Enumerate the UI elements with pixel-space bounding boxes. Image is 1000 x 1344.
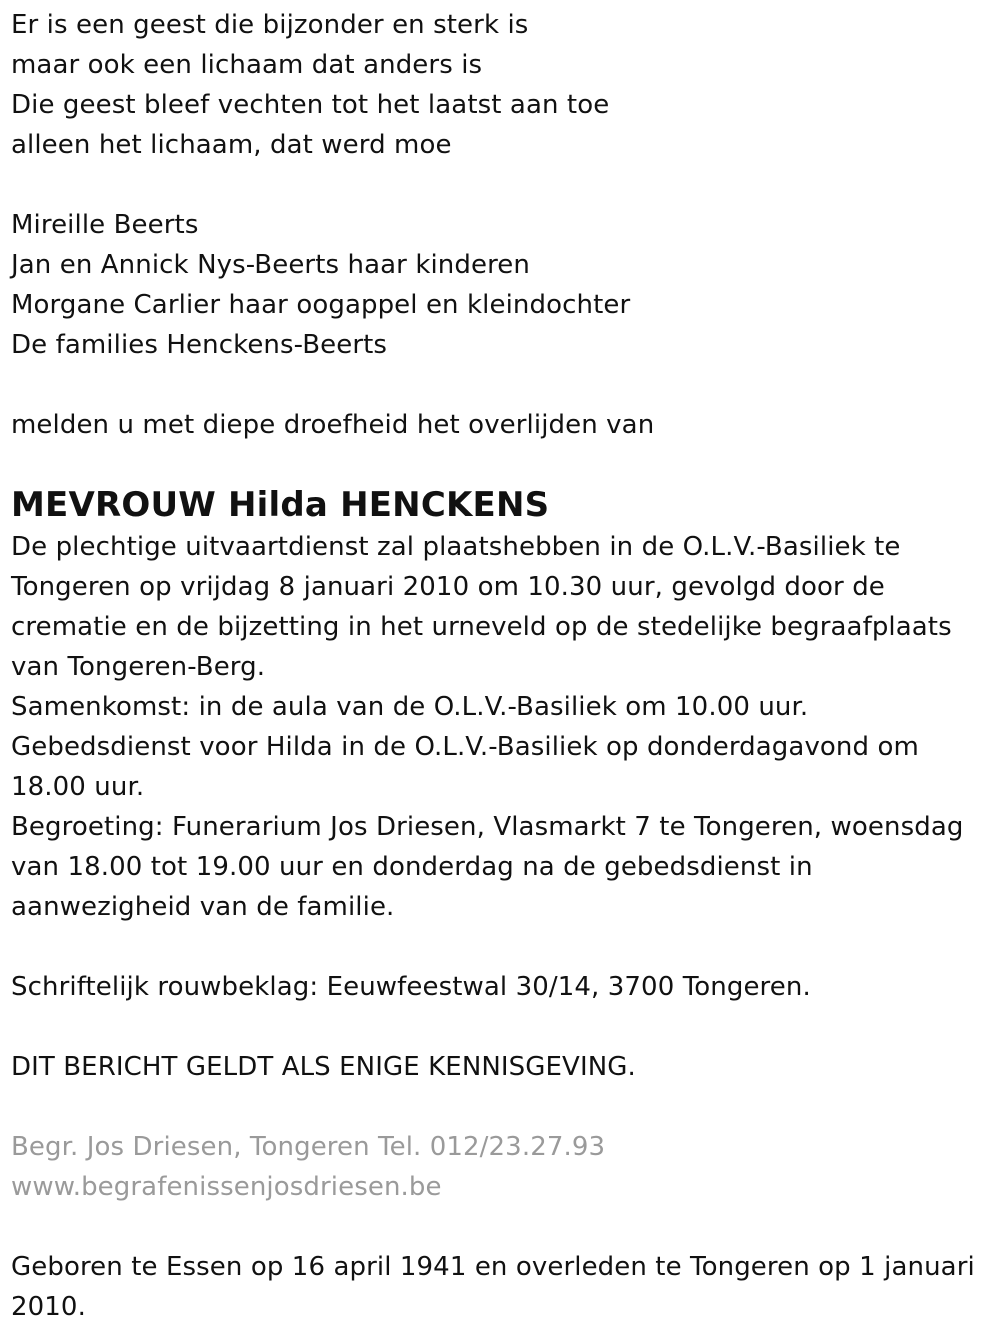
spacer [11,1087,991,1127]
undertaker-block [11,1127,991,1207]
poem-block [11,5,991,165]
spacer [11,365,991,405]
details-line: Samenkomst: in de aula van de O.L.V.-Basiliek om 10.00 uur. [11,692,809,722]
poem-line: alleen het lichaam, dat werd moe [11,130,452,160]
obituary-document [11,5,991,1327]
birth-death-line: Geboren te Essen op 16 april 1941 en overleden te Tongeren op 1 januari [11,1252,975,1282]
details-line: 18.00 uur. [11,772,145,802]
birth-death-line: 2010. [11,1292,86,1322]
family-member: De families Henckens-Beerts [11,330,388,360]
family-member: Jan en Annick Nys-Beerts haar kinderen [11,250,530,280]
poem-line: Die geest bleef vechten tot het laatst aan toe [11,90,610,120]
family-member: Morgane Carlier haar oogappel en kleindochter [11,290,631,320]
spacer [11,1207,991,1247]
details-line: van 18.00 tot 19.00 uur en donderdag na de gebedsdienst in [11,852,813,882]
undertaker-contact: Begr. Jos Driesen, Tongeren Tel. 012/23.27.93 [11,1132,606,1162]
details-line: aanwezigheid van de familie. [11,892,395,922]
details-line: crematie en de bijzetting in het urneveld op de stedelijke begraafplaats [11,612,952,642]
details-line: De plechtige uitvaartdienst zal plaatshebben in de O.L.V.-Basiliek te [11,532,901,562]
undertaker-website: www.begrafenissenjosdriesen.be [11,1172,442,1202]
family-member: Mireille Beerts [11,210,199,240]
details-line: Begroeting: Funerarium Jos Driesen, Vlasmarkt 7 te Tongeren, woensdag [11,812,964,842]
poem-line: Er is een geest die bijzonder en sterk is [11,10,529,40]
details-line: Tongeren op vrijdag 8 januari 2010 om 10.30 uur, gevolgd door de [11,572,885,602]
birth-death-block [11,1247,991,1327]
notice-text: DIT BERICHT GELDT ALS ENIGE KENNISGEVING. [11,1052,636,1082]
condolence-address: Schriftelijk rouwbeklag: Eeuwfeestwal 30/14, 3700 Tongeren. [11,972,811,1002]
ceremony-details [11,527,991,927]
announcement-text: melden u met diepe droefheid het overlijden van [11,410,655,440]
family-block [11,205,991,365]
details-line: Gebedsdienst voor Hilda in de O.L.V.-Basiliek op donderdagavond om [11,732,919,762]
spacer [11,1007,991,1047]
spacer [11,165,991,205]
deceased-name: MEVROUW Hilda HENCKENS [11,485,550,525]
poem-line: maar ook een lichaam dat anders is [11,50,483,80]
spacer [11,927,991,967]
details-line: van Tongeren-Berg. [11,652,266,682]
